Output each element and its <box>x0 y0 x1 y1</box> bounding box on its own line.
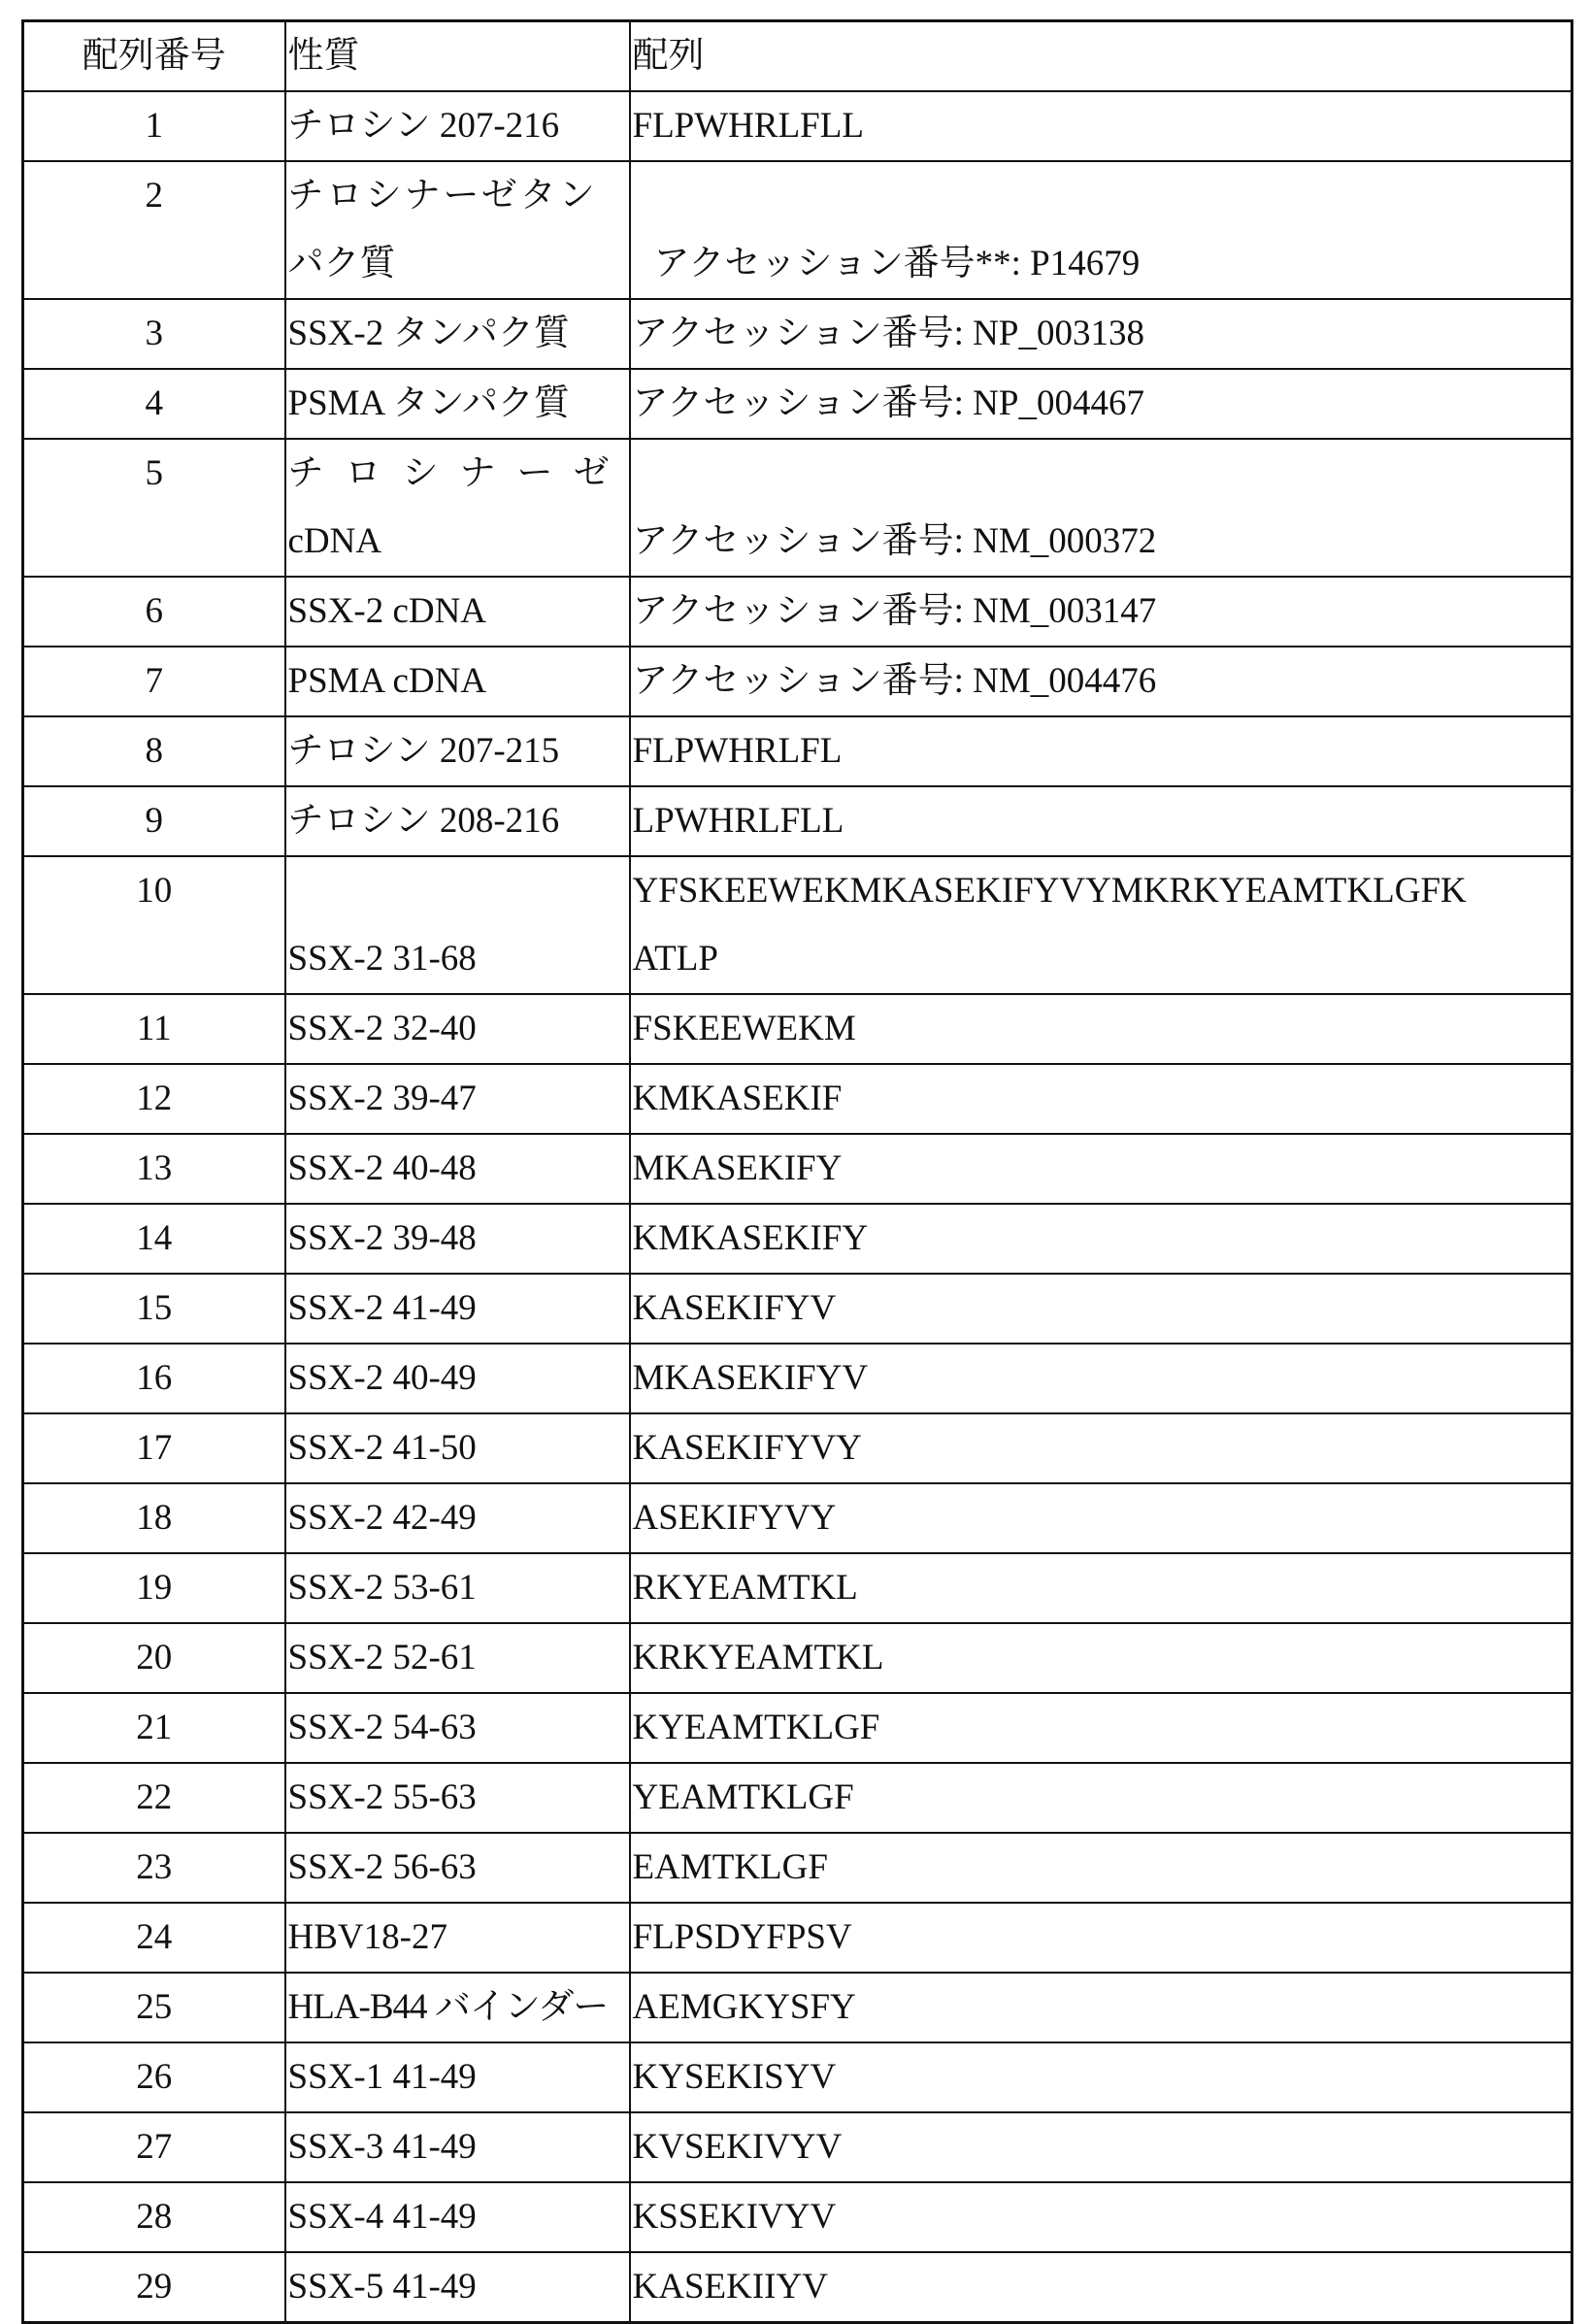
sequence-line: YEAMTKLGF <box>633 1764 1570 1832</box>
property-line: SSX-2 40-49 <box>288 1345 627 1412</box>
property-line: PSMA タンパク質 <box>288 370 627 438</box>
sequence-number-cell: 1 <box>23 91 285 161</box>
property-cell <box>285 1134 630 1204</box>
table-row <box>23 1553 1572 1623</box>
header-row <box>23 21 1572 92</box>
sequence-line: KYSEKISYV <box>633 2043 1570 2111</box>
sequence-line: EAMTKLGF <box>633 1834 1570 1902</box>
table-row <box>23 1763 1572 1833</box>
property-line: SSX-4 41-49 <box>288 2183 627 2251</box>
sequence-line: YFSKEEWEKMKASEKIFYVYMKRKYEAMTKLGFK <box>633 857 1570 925</box>
property-cell <box>285 2252 630 2323</box>
property-line: HBV18-27 <box>288 1904 627 1972</box>
sequence-line: KMKASEKIF <box>633 1065 1570 1133</box>
sequence-line: KASEKIFYVY <box>633 1414 1570 1482</box>
property-cell <box>285 1903 630 1973</box>
sequence-line: FLPSDYFPSV <box>633 1904 1570 1972</box>
sequence-number-cell: 21 <box>23 1693 285 1763</box>
sequence-number-cell: 17 <box>23 1413 285 1483</box>
sequence-line: KYEAMTKLGF <box>633 1694 1570 1762</box>
sequence-number-cell: 3 <box>23 299 285 369</box>
property-line: SSX-2 52-61 <box>288 1624 627 1692</box>
table-row <box>23 1833 1572 1903</box>
sequence-line: FLPWHRLFL <box>633 717 1570 785</box>
table-row <box>23 1973 1572 2042</box>
table-row <box>23 299 1572 369</box>
property-cell <box>285 1064 630 1134</box>
sequence-cell <box>630 647 1572 716</box>
property-cell <box>285 716 630 786</box>
sequence-number-cell: 27 <box>23 2112 285 2182</box>
sequence-table <box>21 19 1573 2324</box>
sequence-line: ASEKIFYVY <box>633 1484 1570 1552</box>
table-row <box>23 2182 1572 2252</box>
table-row <box>23 786 1572 856</box>
sequence-number-cell: 25 <box>23 1973 285 2042</box>
sequence-number-cell: 19 <box>23 1553 285 1623</box>
property-line: SSX-2 31-68 <box>288 925 627 993</box>
document-page <box>21 19 1571 2324</box>
sequence-cell <box>630 1903 1572 1973</box>
sequence-number-cell: 2 <box>23 161 285 299</box>
sequence-number-cell: 22 <box>23 1763 285 1833</box>
table-row <box>23 439 1572 577</box>
sequence-cell <box>630 1833 1572 1903</box>
sequence-line: FSKEEWEKM <box>633 995 1570 1063</box>
sequence-number-cell: 11 <box>23 994 285 1064</box>
sequence-cell <box>630 1973 1572 2042</box>
sequence-line: AEMGKYSFY <box>633 1974 1570 2042</box>
sequence-cell <box>630 1623 1572 1693</box>
sequence-cell <box>630 786 1572 856</box>
table-row <box>23 2042 1572 2112</box>
sequence-line: KRKYEAMTKL <box>633 1624 1570 1692</box>
sequence-cell <box>630 1553 1572 1623</box>
sequence-line: FLPWHRLFLL <box>633 92 1570 160</box>
property-cell <box>285 161 630 299</box>
sequence-line: ATLP <box>633 925 1570 993</box>
property-cell <box>285 1344 630 1413</box>
table-row <box>23 1483 1572 1553</box>
table-row <box>23 1204 1572 1274</box>
property-cell <box>285 856 630 994</box>
property-line: SSX-2 56-63 <box>288 1834 627 1902</box>
sequence-cell <box>630 2112 1572 2182</box>
property-cell <box>285 299 630 369</box>
table-row <box>23 91 1572 161</box>
property-line: cDNA <box>288 508 627 576</box>
sequence-number-cell: 10 <box>23 856 285 994</box>
sequence-number-cell: 18 <box>23 1483 285 1553</box>
sequence-cell <box>630 716 1572 786</box>
sequence-number-cell: 9 <box>23 786 285 856</box>
property-line: SSX-2 39-47 <box>288 1065 627 1133</box>
property-cell <box>285 994 630 1064</box>
property-cell <box>285 786 630 856</box>
sequence-line: アクセッション番号: NM_000372 <box>633 508 1570 576</box>
property-line: SSX-2 32-40 <box>288 995 627 1063</box>
property-line: チロシン 207-215 <box>288 717 627 785</box>
table-row <box>23 647 1572 716</box>
property-line: SSX-2 39-48 <box>288 1205 627 1273</box>
sequence-cell <box>630 1064 1572 1134</box>
sequence-number-cell: 14 <box>23 1204 285 1274</box>
property-line: SSX-1 41-49 <box>288 2043 627 2111</box>
sequence-cell <box>630 1693 1572 1763</box>
table-row <box>23 577 1572 647</box>
property-line: SSX-2 42-49 <box>288 1484 627 1552</box>
table-row <box>23 1693 1572 1763</box>
table-row <box>23 1064 1572 1134</box>
table-row <box>23 716 1572 786</box>
property-cell <box>285 1274 630 1344</box>
sequence-cell <box>630 577 1572 647</box>
table-row <box>23 2252 1572 2323</box>
table-row <box>23 856 1572 994</box>
table-row <box>23 161 1572 299</box>
header-sequence-number: 配列番号 <box>23 21 285 92</box>
sequence-cell <box>630 1763 1572 1833</box>
sequence-line: アクセッション番号: NM_003147 <box>633 578 1570 646</box>
sequence-number-cell: 23 <box>23 1833 285 1903</box>
property-cell <box>285 1483 630 1553</box>
sequence-cell <box>630 2252 1572 2323</box>
property-line: SSX-2 54-63 <box>288 1694 627 1762</box>
sequence-cell <box>630 1134 1572 1204</box>
property-line: SSX-2 53-61 <box>288 1554 627 1622</box>
sequence-line: RKYEAMTKL <box>633 1554 1570 1622</box>
sequence-number-cell: 28 <box>23 2182 285 2252</box>
table-row <box>23 2112 1572 2182</box>
sequence-line: アクセッション番号: NP_004467 <box>633 370 1570 438</box>
table-body <box>23 91 1572 2323</box>
sequence-line: KVSEKIVYV <box>633 2113 1570 2181</box>
sequence-line: KSSEKIVYV <box>633 2183 1570 2251</box>
table-row <box>23 1274 1572 1344</box>
table-row <box>23 994 1572 1064</box>
sequence-cell <box>630 994 1572 1064</box>
sequence-number-cell: 26 <box>23 2042 285 2112</box>
sequence-line: KASEKIIYV <box>633 2253 1570 2321</box>
sequence-number-cell: 15 <box>23 1274 285 1344</box>
property-line: SSX-5 41-49 <box>288 2253 627 2321</box>
sequence-cell <box>630 91 1572 161</box>
table-row <box>23 1623 1572 1693</box>
property-cell <box>285 1763 630 1833</box>
sequence-number-cell: 16 <box>23 1344 285 1413</box>
property-cell <box>285 647 630 716</box>
table-row <box>23 1413 1572 1483</box>
sequence-cell <box>630 2182 1572 2252</box>
property-line: チロシン 208-216 <box>288 787 627 855</box>
property-line: SSX-2 40-48 <box>288 1135 627 1203</box>
property-cell <box>285 439 630 577</box>
sequence-cell <box>630 439 1572 577</box>
sequence-number-cell: 29 <box>23 2252 285 2323</box>
sequence-line: アクセッション番号**: P14679 <box>633 230 1570 298</box>
property-cell <box>285 369 630 439</box>
sequence-line <box>633 440 1570 508</box>
sequence-cell <box>630 1274 1572 1344</box>
sequence-line: アクセッション番号: NP_003138 <box>633 300 1570 368</box>
property-cell <box>285 1623 630 1693</box>
header-property: 性質 <box>285 21 630 92</box>
sequence-cell <box>630 299 1572 369</box>
property-line: パク質 <box>288 230 627 298</box>
sequence-number-cell: 4 <box>23 369 285 439</box>
property-cell <box>285 1413 630 1483</box>
sequence-cell <box>630 2042 1572 2112</box>
sequence-number-cell: 24 <box>23 1903 285 1973</box>
sequence-cell <box>630 1204 1572 1274</box>
property-cell <box>285 2112 630 2182</box>
sequence-line <box>633 162 1570 230</box>
sequence-line: KASEKIFYV <box>633 1275 1570 1343</box>
property-cell <box>285 1553 630 1623</box>
sequence-number-cell: 5 <box>23 439 285 577</box>
sequence-line: LPWHRLFLL <box>633 787 1570 855</box>
property-line: HLA-B44 バインダー <box>288 1974 627 2042</box>
property-cell <box>285 1693 630 1763</box>
property-line: PSMA cDNA <box>288 647 627 715</box>
table-row <box>23 1134 1572 1204</box>
property-cell <box>285 91 630 161</box>
property-line <box>288 857 627 925</box>
property-line: SSX-2 41-50 <box>288 1414 627 1482</box>
sequence-number-cell: 20 <box>23 1623 285 1693</box>
property-line: SSX-2 55-63 <box>288 1764 627 1832</box>
property-cell <box>285 1204 630 1274</box>
property-cell <box>285 2042 630 2112</box>
sequence-line: アクセッション番号: NM_004476 <box>633 647 1570 715</box>
property-line: SSX-2 タンパク質 <box>288 300 627 368</box>
property-line: チロシナーゼ <box>288 440 627 508</box>
property-line: チロシン 207-216 <box>288 92 627 160</box>
property-line: SSX-2 cDNA <box>288 578 627 646</box>
sequence-number-cell: 12 <box>23 1064 285 1134</box>
property-cell <box>285 2182 630 2252</box>
table-header <box>23 21 1572 92</box>
sequence-line: MKASEKIFY <box>633 1135 1570 1203</box>
sequence-number-cell: 13 <box>23 1134 285 1204</box>
sequence-cell <box>630 1344 1572 1413</box>
sequence-cell <box>630 1483 1572 1553</box>
property-cell <box>285 577 630 647</box>
property-line: チロシナーゼタン <box>288 162 627 230</box>
sequence-cell <box>630 856 1572 994</box>
sequence-number-cell: 6 <box>23 577 285 647</box>
sequence-line: MKASEKIFYV <box>633 1345 1570 1412</box>
property-cell <box>285 1973 630 2042</box>
table-row <box>23 1903 1572 1973</box>
table-row <box>23 369 1572 439</box>
sequence-cell <box>630 1413 1572 1483</box>
sequence-cell <box>630 369 1572 439</box>
property-line: SSX-2 41-49 <box>288 1275 627 1343</box>
sequence-number-cell: 7 <box>23 647 285 716</box>
sequence-line: KMKASEKIFY <box>633 1205 1570 1273</box>
property-line: SSX-3 41-49 <box>288 2113 627 2181</box>
table-row <box>23 1344 1572 1413</box>
sequence-number-cell: 8 <box>23 716 285 786</box>
property-cell <box>285 1833 630 1903</box>
header-sequence: 配列 <box>630 21 1572 92</box>
sequence-cell <box>630 161 1572 299</box>
